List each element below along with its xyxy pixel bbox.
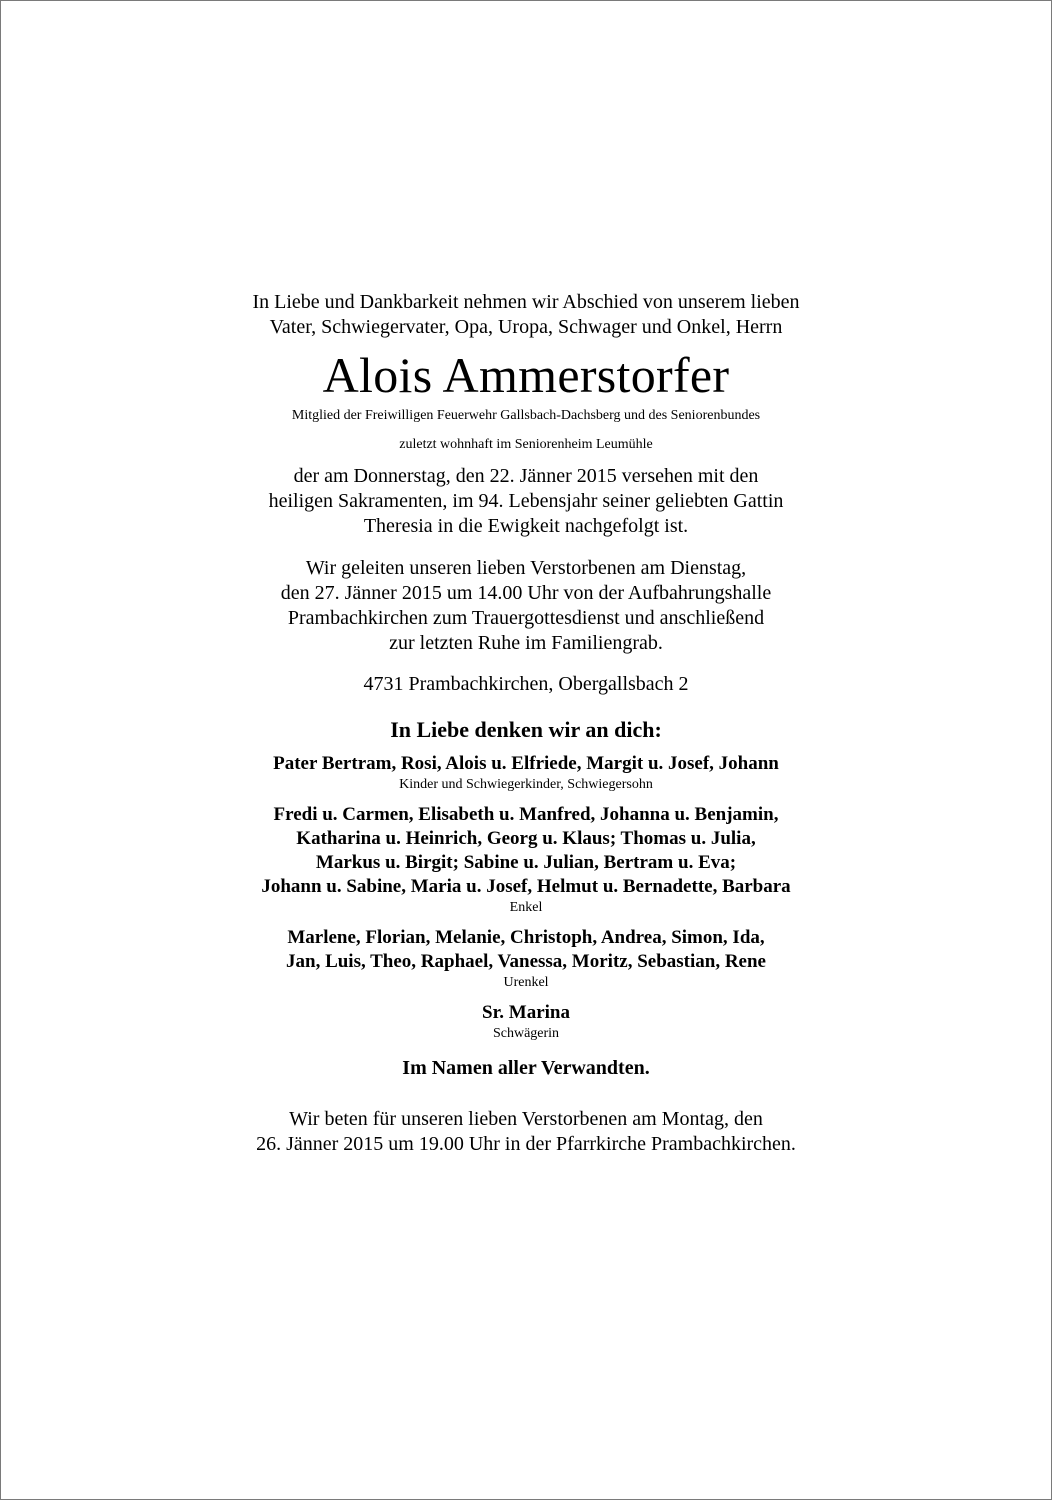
mourner-group-great-grandchildren xyxy=(1,926,1051,991)
funeral-line: zur letzten Ruhe im Familiengrab. xyxy=(389,632,663,654)
mourner-names-line: Markus u. Birgit; Sabine u. Julian, Bertram u. Eva; xyxy=(315,852,737,873)
mourner-group-grandchildren xyxy=(1,803,1051,916)
mourner-group-sister-in-law xyxy=(1,1001,1051,1042)
deceased-name: Alois Ammerstorfer xyxy=(322,347,730,403)
intro-line: In Liebe und Dankbarkeit nehmen wir Abschied von unserem lieben xyxy=(252,291,800,313)
closing-line: Im Namen aller Verwandten. xyxy=(402,1057,650,1079)
mourner-names xyxy=(1,1001,1051,1025)
mourner-names-line: Sr. Marina xyxy=(482,1002,570,1023)
mourner-names-line: Jan, Luis, Theo, Raphael, Vanessa, Moritz, Sebastian, Rene xyxy=(286,951,766,972)
membership-note: Mitglied der Freiwilligen Feuerwehr Gallsbach-Dachsberg und des Seniorenbundes xyxy=(291,408,761,423)
obituary-content xyxy=(1,290,1051,1157)
intro-text xyxy=(1,290,1051,340)
mourner-role: Urenkel xyxy=(503,975,549,990)
funeral-line: Prambachkirchen zum Trauergottesdienst und anschließend xyxy=(287,607,765,629)
mourners-heading: In Liebe denken wir an dich: xyxy=(390,717,662,742)
funeral-notice xyxy=(1,556,1051,656)
mourner-role: Schwägerin xyxy=(492,1026,560,1041)
mourner-role: Kinder und Schwiegerkinder, Schwiegersohn xyxy=(399,777,653,792)
mourner-names-line: Johann u. Sabine, Maria u. Josef, Helmut u. Bernadette, Barbara xyxy=(261,876,791,897)
mourner-names xyxy=(1,926,1051,974)
death-notice xyxy=(1,464,1051,539)
prayer-line: Wir beten für unseren lieben Verstorbenen am Montag, den xyxy=(289,1108,763,1130)
death-notice-line: heiligen Sakramenten, im 94. Lebensjahr seiner geliebten Gattin xyxy=(268,490,784,512)
mourner-group-children xyxy=(1,752,1051,793)
prayer-notice xyxy=(1,1107,1051,1157)
family-address: 4731 Prambachkirchen, Obergallsbach 2 xyxy=(363,673,689,695)
mourner-names xyxy=(1,803,1051,899)
residence-note: zuletzt wohnhaft im Seniorenheim Leumühle xyxy=(399,437,653,452)
mourner-names-line: Marlene, Florian, Melanie, Christoph, Andrea, Simon, Ida, xyxy=(287,927,765,948)
mourner-role: Enkel xyxy=(509,900,543,915)
death-notice-line: der am Donnerstag, den 22. Jänner 2015 versehen mit den xyxy=(293,465,759,487)
funeral-line: Wir geleiten unseren lieben Verstorbenen am Dienstag, xyxy=(305,557,747,579)
funeral-line: den 27. Jänner 2015 um 14.00 Uhr von der Aufbahrungshalle xyxy=(280,582,772,604)
prayer-line: 26. Jänner 2015 um 19.00 Uhr in der Pfarrkirche Prambachkirchen. xyxy=(256,1133,796,1155)
mourner-names-line: Pater Bertram, Rosi, Alois u. Elfriede, Margit u. Josef, Johann xyxy=(273,753,779,774)
mourner-names-line: Fredi u. Carmen, Elisabeth u. Manfred, Johanna u. Benjamin, xyxy=(273,804,779,825)
mourner-names xyxy=(1,752,1051,776)
intro-line: Vater, Schwiegervater, Opa, Uropa, Schwager und Onkel, Herrn xyxy=(269,316,783,338)
death-notice-line: Theresia in die Ewigkeit nachgefolgt ist. xyxy=(363,515,689,537)
mourner-names-line: Katharina u. Heinrich, Georg u. Klaus; Thomas u. Julia, xyxy=(296,828,756,849)
